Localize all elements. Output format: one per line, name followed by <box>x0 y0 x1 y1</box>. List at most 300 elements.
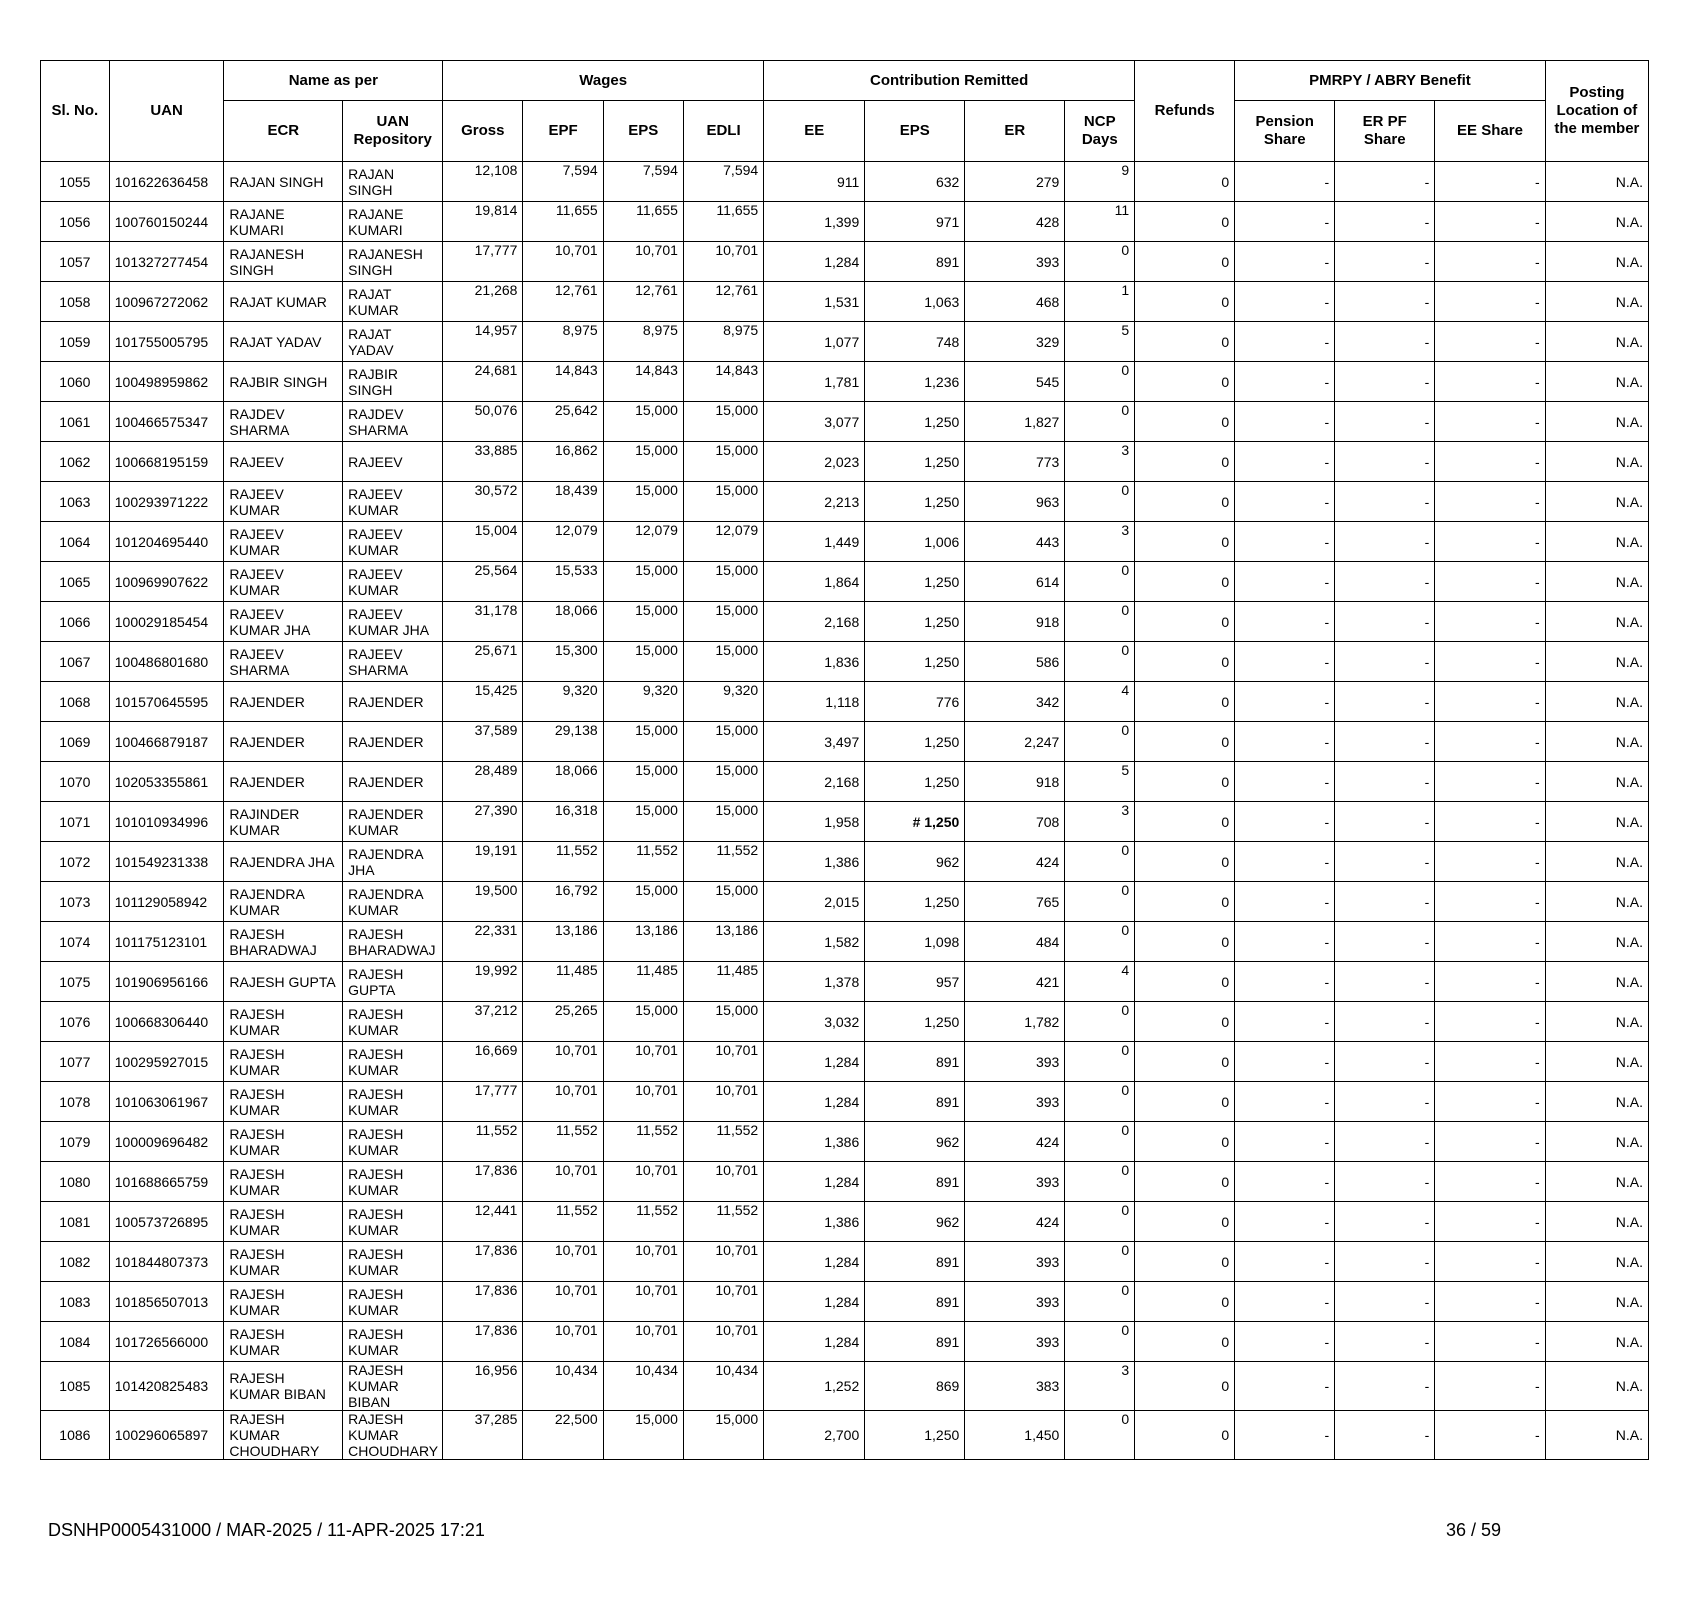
table-row <box>41 882 1649 922</box>
cell-uan: 101622636458 <box>109 162 224 202</box>
cell-ncp-days: 0 <box>1065 1411 1135 1460</box>
cell-refunds: 0 <box>1135 1242 1235 1282</box>
cell-ee-share: - <box>1435 1202 1545 1242</box>
cell-contribution-eps: 1,250 <box>865 762 965 802</box>
cell-edli: 10,701 <box>683 1322 763 1362</box>
cell-uan: 101755005795 <box>109 322 224 362</box>
cell-contribution-eps: 1,250 <box>865 722 965 762</box>
cell-er: 2,247 <box>965 722 1065 762</box>
cell-er-pf-share: - <box>1335 842 1435 882</box>
cell-uan: 101570645595 <box>109 682 224 722</box>
cell-posting-location: N.A. <box>1545 1362 1648 1411</box>
cell-edli: 10,434 <box>683 1362 763 1411</box>
header-edli: EDLI <box>683 101 763 162</box>
cell-eps: 9,320 <box>603 682 683 722</box>
cell-er: 393 <box>965 1242 1065 1282</box>
cell-gross: 24,681 <box>443 362 523 402</box>
cell-ncp-days: 0 <box>1065 1082 1135 1122</box>
cell-name-ecr: RAJENDRA JHA <box>224 842 343 882</box>
cell-eps: 10,701 <box>603 1042 683 1082</box>
cell-gross: 37,212 <box>443 1002 523 1042</box>
cell-epf: 18,066 <box>523 762 603 802</box>
cell-gross: 17,777 <box>443 1082 523 1122</box>
cell-ee-share: - <box>1435 522 1545 562</box>
table-row <box>41 842 1649 882</box>
cell-edli: 15,000 <box>683 402 763 442</box>
cell-contribution-eps: 1,236 <box>865 362 965 402</box>
cell-refunds: 0 <box>1135 842 1235 882</box>
cell-ncp-days: 0 <box>1065 842 1135 882</box>
table-row <box>41 202 1649 242</box>
cell-contribution-eps: 971 <box>865 202 965 242</box>
cell-eps: 12,761 <box>603 282 683 322</box>
cell-eps: 12,079 <box>603 522 683 562</box>
cell-ee-share: - <box>1435 1082 1545 1122</box>
cell-eps: 15,000 <box>603 402 683 442</box>
table-row <box>41 1042 1649 1082</box>
header-sl-no: Sl. No. <box>41 61 110 162</box>
cell-epf: 11,552 <box>523 1122 603 1162</box>
cell-er: 443 <box>965 522 1065 562</box>
cell-edli: 15,000 <box>683 762 763 802</box>
cell-refunds: 0 <box>1135 922 1235 962</box>
cell-name-ecr: RAJEEV KUMAR <box>224 562 343 602</box>
table-row <box>41 802 1649 842</box>
cell-er: 918 <box>965 602 1065 642</box>
cell-eps: 15,000 <box>603 802 683 842</box>
cell-uan: 100969907622 <box>109 562 224 602</box>
cell-ee: 1,781 <box>764 362 865 402</box>
cell-posting-location: N.A. <box>1545 322 1648 362</box>
cell-refunds: 0 <box>1135 402 1235 442</box>
cell-edli: 10,701 <box>683 1082 763 1122</box>
cell-gross: 12,441 <box>443 1202 523 1242</box>
cell-er-pf-share: - <box>1335 682 1435 722</box>
cell-edli: 15,000 <box>683 602 763 642</box>
cell-gross: 30,572 <box>443 482 523 522</box>
cell-name-repository: RAJESH KUMAR <box>343 1242 443 1282</box>
cell-refunds: 0 <box>1135 1042 1235 1082</box>
cell-name-ecr: RAJESH BHARADWAJ <box>224 922 343 962</box>
cell-refunds: 0 <box>1135 282 1235 322</box>
cell-sl-no: 1057 <box>41 242 110 282</box>
cell-ee: 2,023 <box>764 442 865 482</box>
cell-name-ecr: RAJENDRA KUMAR <box>224 882 343 922</box>
cell-name-ecr: RAJANESH SINGH <box>224 242 343 282</box>
cell-posting-location: N.A. <box>1545 762 1648 802</box>
cell-epf: 10,701 <box>523 1282 603 1322</box>
cell-sl-no: 1063 <box>41 482 110 522</box>
cell-pension-share: - <box>1235 722 1335 762</box>
cell-epf: 18,066 <box>523 602 603 642</box>
cell-er: 424 <box>965 1202 1065 1242</box>
cell-edli: 11,655 <box>683 202 763 242</box>
cell-gross: 11,552 <box>443 1122 523 1162</box>
cell-uan: 100009696482 <box>109 1122 224 1162</box>
cell-name-repository: RAJESH KUMAR <box>343 1042 443 1082</box>
cell-ncp-days: 9 <box>1065 162 1135 202</box>
cell-ee: 911 <box>764 162 865 202</box>
cell-posting-location: N.A. <box>1545 202 1648 242</box>
cell-er-pf-share: - <box>1335 282 1435 322</box>
table-row <box>41 562 1649 602</box>
contribution-table <box>40 60 1649 1460</box>
cell-sl-no: 1078 <box>41 1082 110 1122</box>
cell-ee: 1,386 <box>764 842 865 882</box>
cell-er-pf-share: - <box>1335 562 1435 602</box>
cell-sl-no: 1062 <box>41 442 110 482</box>
table-row <box>41 282 1649 322</box>
cell-name-repository: RAJEEV KUMAR JHA <box>343 602 443 642</box>
cell-name-ecr: RAJESH KUMAR <box>224 1242 343 1282</box>
cell-ee-share: - <box>1435 1122 1545 1162</box>
cell-ee-share: - <box>1435 1411 1545 1460</box>
cell-gross: 16,669 <box>443 1042 523 1082</box>
table-row <box>41 1122 1649 1162</box>
cell-pension-share: - <box>1235 802 1335 842</box>
cell-ee: 1,386 <box>764 1122 865 1162</box>
cell-eps: 10,701 <box>603 1322 683 1362</box>
cell-name-ecr: RAJESH KUMAR <box>224 1282 343 1322</box>
cell-er-pf-share: - <box>1335 602 1435 642</box>
cell-er-pf-share: - <box>1335 762 1435 802</box>
cell-posting-location: N.A. <box>1545 562 1648 602</box>
table-row <box>41 1162 1649 1202</box>
cell-uan: 101856507013 <box>109 1282 224 1322</box>
cell-ee-share: - <box>1435 1042 1545 1082</box>
cell-sl-no: 1072 <box>41 842 110 882</box>
cell-ee: 1,077 <box>764 322 865 362</box>
cell-edli: 13,186 <box>683 922 763 962</box>
cell-uan: 101906956166 <box>109 962 224 1002</box>
cell-refunds: 0 <box>1135 682 1235 722</box>
table-row <box>41 1282 1649 1322</box>
cell-gross: 12,108 <box>443 162 523 202</box>
cell-ee: 1,284 <box>764 1162 865 1202</box>
cell-epf: 11,552 <box>523 842 603 882</box>
cell-eps: 11,552 <box>603 842 683 882</box>
cell-er-pf-share: - <box>1335 1122 1435 1162</box>
cell-epf: 15,533 <box>523 562 603 602</box>
cell-sl-no: 1069 <box>41 722 110 762</box>
cell-contribution-eps: 891 <box>865 1242 965 1282</box>
table-row <box>41 522 1649 562</box>
cell-name-ecr: RAJESH KUMAR <box>224 1162 343 1202</box>
table-row <box>41 602 1649 642</box>
cell-epf: 11,552 <box>523 1202 603 1242</box>
cell-contribution-eps: 962 <box>865 1202 965 1242</box>
cell-ee-share: - <box>1435 842 1545 882</box>
cell-name-ecr: RAJESH KUMAR CHOUDHARY <box>224 1411 343 1460</box>
cell-epf: 12,079 <box>523 522 603 562</box>
cell-er-pf-share: - <box>1335 1002 1435 1042</box>
cell-pension-share: - <box>1235 482 1335 522</box>
cell-refunds: 0 <box>1135 1411 1235 1460</box>
cell-name-repository: RAJESH KUMAR BIBAN <box>343 1362 443 1411</box>
cell-er: 708 <box>965 802 1065 842</box>
cell-sl-no: 1067 <box>41 642 110 682</box>
cell-er: 586 <box>965 642 1065 682</box>
header-ncp-days: NCP Days <box>1065 101 1135 162</box>
cell-ee: 1,864 <box>764 562 865 602</box>
cell-name-ecr: RAJAN SINGH <box>224 162 343 202</box>
cell-uan: 100296065897 <box>109 1411 224 1460</box>
cell-contribution-eps: 891 <box>865 1282 965 1322</box>
cell-er: 963 <box>965 482 1065 522</box>
cell-contribution-eps: 1,250 <box>865 882 965 922</box>
header-eps: EPS <box>603 101 683 162</box>
cell-pension-share: - <box>1235 1282 1335 1322</box>
cell-refunds: 0 <box>1135 1002 1235 1042</box>
cell-ee-share: - <box>1435 602 1545 642</box>
cell-eps: 10,701 <box>603 242 683 282</box>
cell-ee-share: - <box>1435 202 1545 242</box>
cell-refunds: 0 <box>1135 362 1235 402</box>
cell-edli: 15,000 <box>683 882 763 922</box>
cell-er: 342 <box>965 682 1065 722</box>
cell-pension-share: - <box>1235 842 1335 882</box>
cell-contribution-eps: 776 <box>865 682 965 722</box>
cell-posting-location: N.A. <box>1545 442 1648 482</box>
cell-refunds: 0 <box>1135 722 1235 762</box>
cell-name-repository: RAJAT KUMAR <box>343 282 443 322</box>
cell-ee: 1,378 <box>764 962 865 1002</box>
cell-name-repository: RAJEEV KUMAR <box>343 482 443 522</box>
cell-er: 393 <box>965 242 1065 282</box>
cell-name-repository: RAJESH KUMAR <box>343 1322 443 1362</box>
table-row <box>41 162 1649 202</box>
cell-sl-no: 1061 <box>41 402 110 442</box>
cell-uan: 101688665759 <box>109 1162 224 1202</box>
footer-document-id: DSNHP0005431000 / MAR-2025 / 11-APR-2025 17:21 <box>48 1520 485 1540</box>
cell-gross: 33,885 <box>443 442 523 482</box>
cell-gross: 22,331 <box>443 922 523 962</box>
cell-edli: 15,000 <box>683 562 763 602</box>
cell-edli: 15,000 <box>683 802 763 842</box>
cell-er-pf-share: - <box>1335 1242 1435 1282</box>
cell-name-repository: RAJBIR SINGH <box>343 362 443 402</box>
cell-uan: 100760150244 <box>109 202 224 242</box>
cell-contribution-eps: 891 <box>865 242 965 282</box>
cell-er: 393 <box>965 1282 1065 1322</box>
cell-eps: 8,975 <box>603 322 683 362</box>
cell-posting-location: N.A. <box>1545 362 1648 402</box>
cell-pension-share: - <box>1235 442 1335 482</box>
cell-gross: 17,836 <box>443 1242 523 1282</box>
cell-eps: 15,000 <box>603 1411 683 1460</box>
cell-gross: 21,268 <box>443 282 523 322</box>
cell-epf: 16,792 <box>523 882 603 922</box>
cell-ncp-days: 0 <box>1065 1122 1135 1162</box>
cell-ee: 3,077 <box>764 402 865 442</box>
header-ee-share: EE Share <box>1435 101 1545 162</box>
cell-ncp-days: 0 <box>1065 1322 1135 1362</box>
cell-contribution-eps: 962 <box>865 1122 965 1162</box>
cell-edli: 15,000 <box>683 482 763 522</box>
cell-eps: 10,434 <box>603 1362 683 1411</box>
cell-gross: 19,191 <box>443 842 523 882</box>
cell-ee-share: - <box>1435 442 1545 482</box>
header-ee: EE <box>764 101 865 162</box>
cell-pension-share: - <box>1235 362 1335 402</box>
cell-eps: 11,552 <box>603 1122 683 1162</box>
header-contribution-remitted: Contribution Remitted <box>764 61 1135 101</box>
cell-pension-share: - <box>1235 1322 1335 1362</box>
cell-gross: 15,004 <box>443 522 523 562</box>
cell-gross: 19,992 <box>443 962 523 1002</box>
cell-ee-share: - <box>1435 1322 1545 1362</box>
cell-name-ecr: RAJAT KUMAR <box>224 282 343 322</box>
cell-sl-no: 1058 <box>41 282 110 322</box>
header-uan: UAN <box>109 61 224 162</box>
cell-sl-no: 1074 <box>41 922 110 962</box>
cell-ncp-days: 5 <box>1065 762 1135 802</box>
cell-posting-location: N.A. <box>1545 1162 1648 1202</box>
cell-sl-no: 1071 <box>41 802 110 842</box>
header-contribution-eps: EPS <box>865 101 965 162</box>
cell-refunds: 0 <box>1135 602 1235 642</box>
cell-name-ecr: RAJESH KUMAR <box>224 1122 343 1162</box>
cell-edli: 8,975 <box>683 322 763 362</box>
header-refunds: Refunds <box>1135 61 1235 162</box>
cell-ncp-days: 3 <box>1065 522 1135 562</box>
cell-gross: 50,076 <box>443 402 523 442</box>
cell-er: 393 <box>965 1082 1065 1122</box>
cell-ee: 1,582 <box>764 922 865 962</box>
cell-name-repository: RAJESH KUMAR <box>343 1082 443 1122</box>
cell-contribution-eps: 1,250 <box>865 642 965 682</box>
cell-ncp-days: 0 <box>1065 562 1135 602</box>
cell-refunds: 0 <box>1135 162 1235 202</box>
cell-ee-share: - <box>1435 762 1545 802</box>
table-row <box>41 1362 1649 1411</box>
cell-uan: 100466879187 <box>109 722 224 762</box>
cell-name-ecr: RAJESH KUMAR BIBAN <box>224 1362 343 1411</box>
cell-refunds: 0 <box>1135 642 1235 682</box>
cell-er-pf-share: - <box>1335 322 1435 362</box>
cell-posting-location: N.A. <box>1545 1242 1648 1282</box>
cell-name-repository: RAJEEV SHARMA <box>343 642 443 682</box>
cell-sl-no: 1084 <box>41 1322 110 1362</box>
cell-ee: 1,836 <box>764 642 865 682</box>
cell-gross: 28,489 <box>443 762 523 802</box>
cell-gross: 17,836 <box>443 1162 523 1202</box>
cell-refunds: 0 <box>1135 1362 1235 1411</box>
header-gross: Gross <box>443 101 523 162</box>
cell-gross: 31,178 <box>443 602 523 642</box>
cell-pension-share: - <box>1235 1162 1335 1202</box>
cell-contribution-eps: # 1,250 <box>865 802 965 842</box>
cell-pension-share: - <box>1235 522 1335 562</box>
cell-refunds: 0 <box>1135 762 1235 802</box>
cell-pension-share: - <box>1235 1042 1335 1082</box>
cell-ncp-days: 5 <box>1065 322 1135 362</box>
cell-epf: 10,701 <box>523 1322 603 1362</box>
cell-pension-share: - <box>1235 562 1335 602</box>
cell-uan: 100466575347 <box>109 402 224 442</box>
cell-pension-share: - <box>1235 1362 1335 1411</box>
cell-contribution-eps: 1,098 <box>865 922 965 962</box>
table-row <box>41 402 1649 442</box>
cell-edli: 15,000 <box>683 1411 763 1460</box>
cell-er-pf-share: - <box>1335 722 1435 762</box>
cell-refunds: 0 <box>1135 1122 1235 1162</box>
cell-contribution-eps: 962 <box>865 842 965 882</box>
cell-sl-no: 1068 <box>41 682 110 722</box>
cell-refunds: 0 <box>1135 962 1235 1002</box>
cell-er: 773 <box>965 442 1065 482</box>
cell-er: 393 <box>965 1322 1065 1362</box>
table-row <box>41 1242 1649 1282</box>
cell-contribution-eps: 1,250 <box>865 442 965 482</box>
cell-er: 1,827 <box>965 402 1065 442</box>
cell-sl-no: 1083 <box>41 1282 110 1322</box>
table-body <box>41 162 1649 1460</box>
cell-er: 545 <box>965 362 1065 402</box>
cell-posting-location: N.A. <box>1545 922 1648 962</box>
cell-contribution-eps: 1,250 <box>865 1411 965 1460</box>
cell-ee: 2,168 <box>764 762 865 802</box>
cell-ee-share: - <box>1435 802 1545 842</box>
cell-edli: 10,701 <box>683 1042 763 1082</box>
cell-contribution-eps: 1,250 <box>865 402 965 442</box>
cell-uan: 102053355861 <box>109 762 224 802</box>
cell-ee: 1,386 <box>764 1202 865 1242</box>
cell-er: 1,782 <box>965 1002 1065 1042</box>
cell-epf: 10,701 <box>523 1162 603 1202</box>
cell-er-pf-share: - <box>1335 362 1435 402</box>
cell-ncp-days: 0 <box>1065 482 1135 522</box>
cell-epf: 11,485 <box>523 962 603 1002</box>
cell-ee: 1,252 <box>764 1362 865 1411</box>
cell-epf: 12,761 <box>523 282 603 322</box>
cell-ee: 2,015 <box>764 882 865 922</box>
cell-epf: 14,843 <box>523 362 603 402</box>
header-er-pf-share: ER PF Share <box>1335 101 1435 162</box>
cell-name-repository: RAJENDER <box>343 722 443 762</box>
cell-posting-location: N.A. <box>1545 1042 1648 1082</box>
cell-edli: 10,701 <box>683 1242 763 1282</box>
cell-posting-location: N.A. <box>1545 242 1648 282</box>
cell-name-repository: RAJESH KUMAR <box>343 1162 443 1202</box>
cell-ee: 1,284 <box>764 242 865 282</box>
cell-er-pf-share: - <box>1335 882 1435 922</box>
cell-ee: 1,958 <box>764 802 865 842</box>
cell-epf: 15,300 <box>523 642 603 682</box>
cell-posting-location: N.A. <box>1545 602 1648 642</box>
cell-name-repository: RAJEEV KUMAR <box>343 522 443 562</box>
cell-epf: 11,655 <box>523 202 603 242</box>
cell-refunds: 0 <box>1135 202 1235 242</box>
cell-contribution-eps: 748 <box>865 322 965 362</box>
cell-refunds: 0 <box>1135 562 1235 602</box>
cell-name-ecr: RAJENDER <box>224 722 343 762</box>
cell-epf: 22,500 <box>523 1411 603 1460</box>
cell-sl-no: 1059 <box>41 322 110 362</box>
cell-pension-share: - <box>1235 922 1335 962</box>
cell-er-pf-share: - <box>1335 1042 1435 1082</box>
cell-ncp-days: 0 <box>1065 1042 1135 1082</box>
cell-ee-share: - <box>1435 482 1545 522</box>
cell-name-ecr: RAJEEV KUMAR <box>224 522 343 562</box>
cell-pension-share: - <box>1235 282 1335 322</box>
cell-ee: 1,284 <box>764 1282 865 1322</box>
cell-contribution-eps: 891 <box>865 1162 965 1202</box>
cell-ncp-days: 0 <box>1065 1162 1135 1202</box>
cell-sl-no: 1075 <box>41 962 110 1002</box>
cell-posting-location: N.A. <box>1545 882 1648 922</box>
cell-er-pf-share: - <box>1335 482 1435 522</box>
